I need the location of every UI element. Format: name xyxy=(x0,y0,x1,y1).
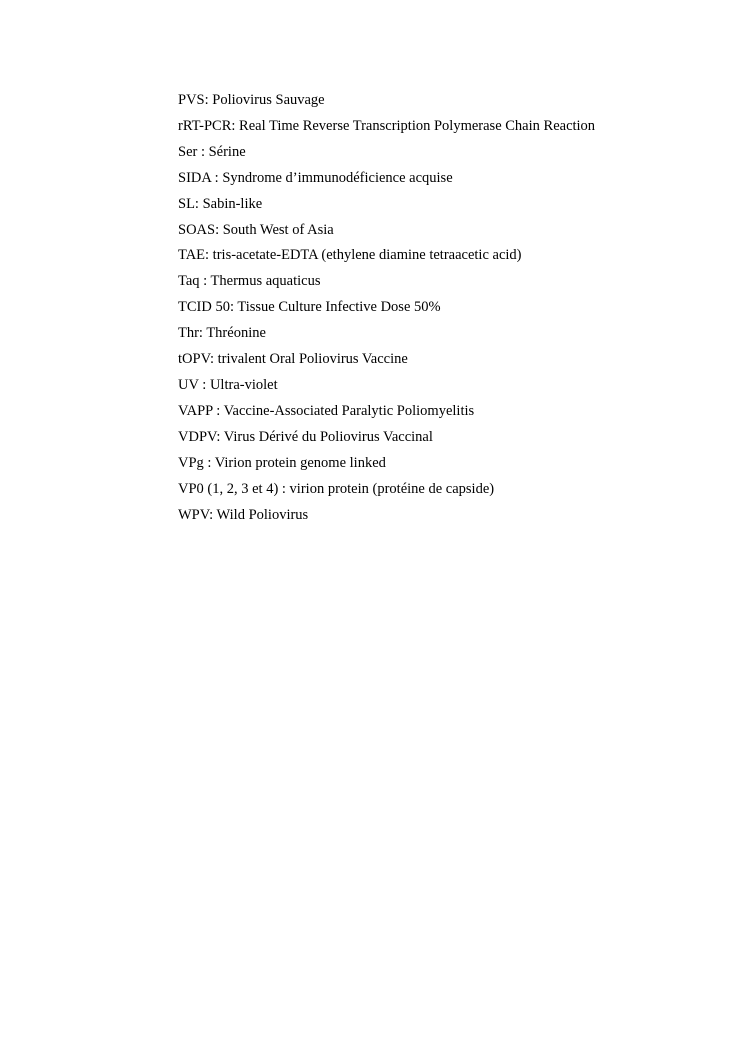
abbreviation-entry: VAPP : Vaccine-Associated Paralytic Poliomyelitis xyxy=(178,402,475,419)
abbreviation-entry: VPg : Virion protein genome linked xyxy=(178,454,386,471)
abbreviation-entry: SIDA : Syndrome d’immunodéficience acquise xyxy=(178,169,453,186)
abbreviation-entry: TAE: tris-acetate-EDTA (ethylene diamine tetraacetic acid) xyxy=(178,247,522,264)
abbreviation-entry: TCID 50: Tissue Culture Infective Dose 50% xyxy=(178,299,441,316)
abbreviation-entry: Thr: Thréonine xyxy=(178,325,266,342)
abbreviation-entry: Taq : Thermus aquaticus xyxy=(178,273,321,290)
abbreviation-list xyxy=(178,88,698,528)
abbreviation-entry: WPV: Wild Poliovirus xyxy=(178,506,309,523)
abbreviation-entry: UV : Ultra-violet xyxy=(178,376,278,393)
abbreviation-entry: SL: Sabin-like xyxy=(178,195,263,212)
abbreviation-entry: rRT-PCR: Real Time Reverse Transcription Polymerase Chain Reaction xyxy=(178,117,596,134)
abbreviation-entry: SOAS: South West of Asia xyxy=(178,221,334,238)
abbreviation-entry: Ser : Sérine xyxy=(178,143,246,160)
abbreviation-entry: VP0 (1, 2, 3 et 4) : virion protein (protéine de capside) xyxy=(178,480,495,497)
abbreviation-entry: PVS: Poliovirus Sauvage xyxy=(178,92,325,108)
abbreviation-entry: tOPV: trivalent Oral Poliovirus Vaccine xyxy=(178,351,408,368)
abbreviation-entry: VDPV: Virus Dérivé du Poliovirus Vaccinal xyxy=(178,428,433,445)
